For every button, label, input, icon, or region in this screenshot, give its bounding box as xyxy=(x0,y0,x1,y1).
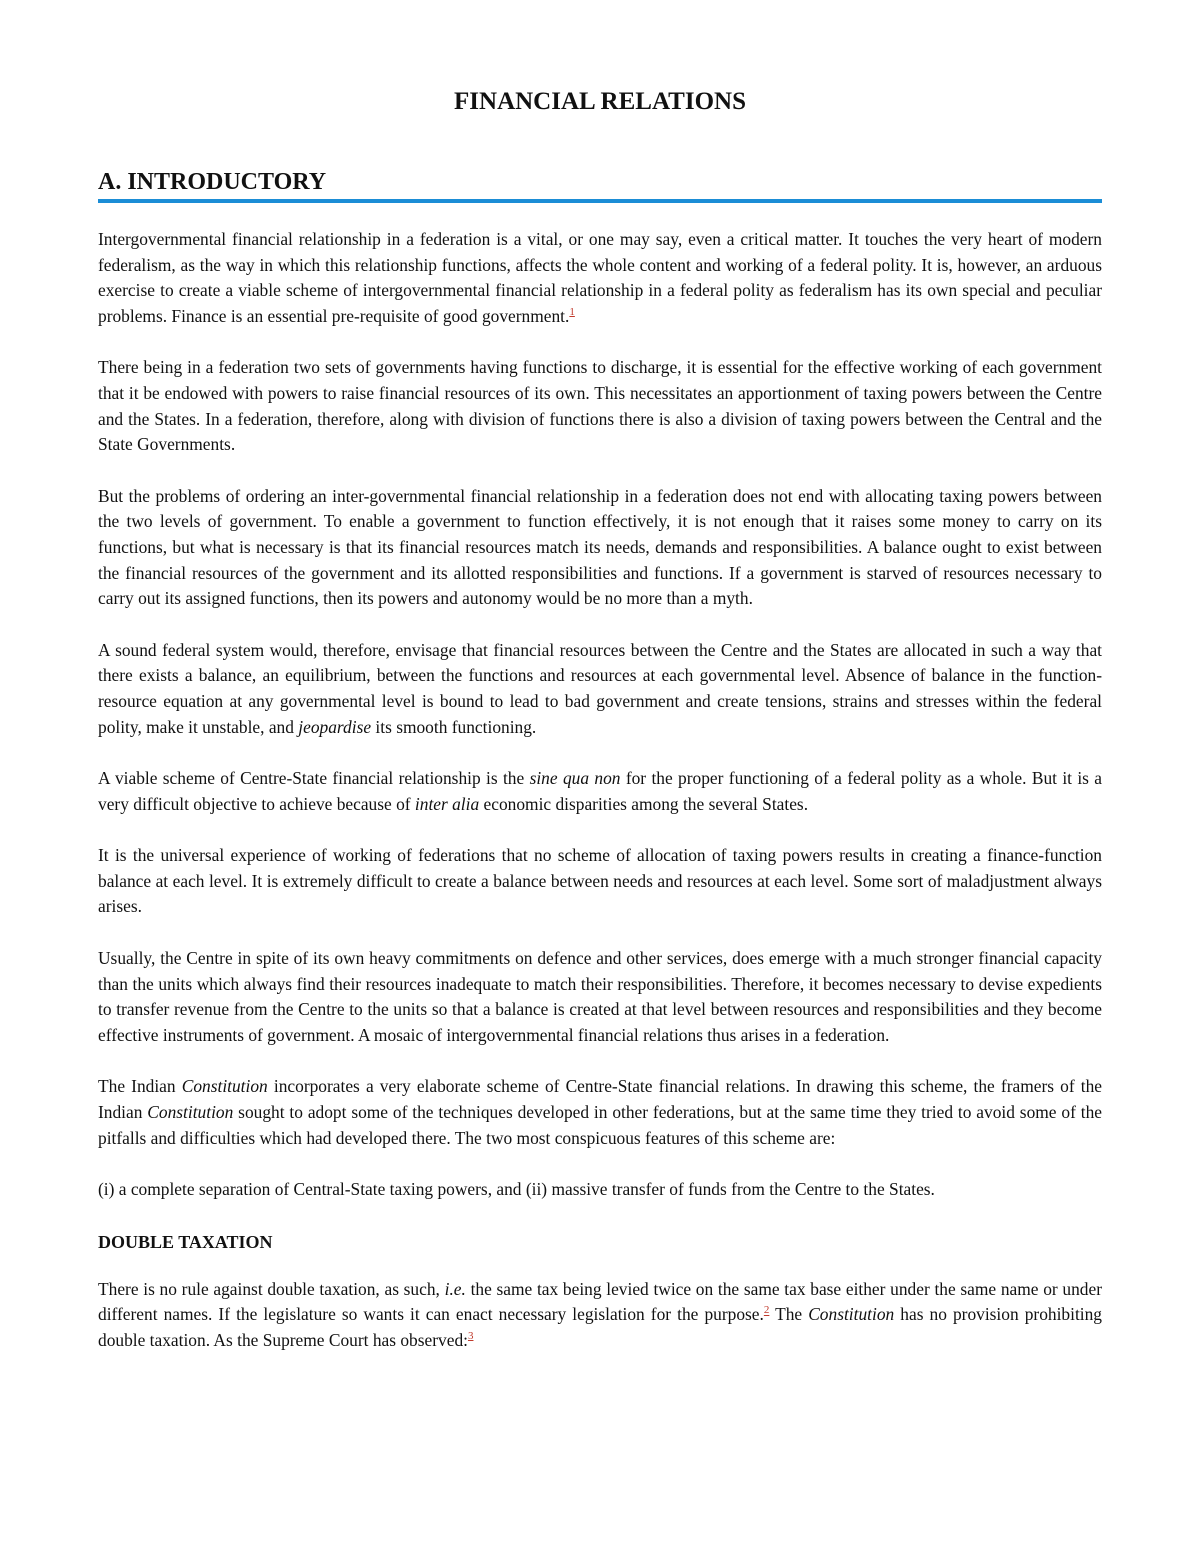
section-heading: A. INTRODUCTORY xyxy=(98,169,327,195)
paragraph-4: A sound federal system would, therefore, envisage that financial resources between the Centre and the States are allocated in such a way that there exists a balance, an equilibrium, between the functions and resources at each governmental level. Absence of balance in the function-resource equation at any governmental level is bound to lead to bad government and create tensions, strains and stresses within the federal polity, make it unstable, and jeopardise its smooth functioning. xyxy=(98,639,1102,737)
footnote-link-3[interactable]: 3 xyxy=(467,1330,474,1343)
paragraph-6: It is the universal experience of working of federations that no scheme of allocation of taxing powers results in creating a finance-function balance at each level. It is extremely difficult to create a balance between needs and resources at each level. Some sort of maladjustment always arises. xyxy=(98,845,1102,917)
italic-term: Constitution xyxy=(808,1304,895,1325)
subsection-heading: DOUBLE TAXATION xyxy=(98,1231,273,1252)
footnote-link-2[interactable]: 2 xyxy=(763,1304,770,1317)
paragraph-7: Usually, the Centre in spite of its own heavy commitments on defence and other services, does emerge with a much stronger financial capacity than the units which always find their resources inadequate to match their responsibilities. Therefore, it becomes necessary to devise expedients to transfer revenue from the Centre to the units so that a balance is created at that level between resources and responsibilities and they become effective instruments of government. A mosaic of intergovernmental financial relations thus arises in a federation. xyxy=(98,948,1102,1045)
page-title: FINANCIAL RELATIONS xyxy=(454,88,746,115)
paragraph-1: Intergovernmental financial relationship in a federation is a vital, or one may say, even a critical matter. It touches the very heart of modern federalism, as the way in which this relationship functions, affects the whole content and working of a federal polity. It is, however, an arduous exercise to create a viable scheme of intergovernmental financial relationship in a federal polity as federalism has its own special and peculiar problems. Finance is an essential pre-requisite of good government.$^1$ xyxy=(98,229,1102,326)
italic-term: jeopardise xyxy=(298,716,372,737)
document-body xyxy=(98,227,1102,1380)
paragraph-2: There being in a federation two sets of governments having functions to discharge, it is essential for the effective working of each government that it be endowed with powers to raise financial resources of its own. This necessitates an apportionment of taxing powers between the Centre and the States. In a federation, therefore, along with division of functions there is also a division of taxing powers between the Central and the State Governments. xyxy=(98,357,1102,455)
paragraph-10: There is no rule against double taxation, as such, i.e. the same tax being levied twice on the same tax base either under the same name or under different names. If the legislature so wants it can enact necessary legislation for the purpose.$^2$ The Constitution has no provision prohibiting double taxation. As the Supreme Court has observed:$^3$ xyxy=(98,1278,1103,1350)
italic-term: Constitution xyxy=(147,1102,234,1123)
paragraph-8: The Indian Constitution incorporates a very elaborate scheme of Centre-State financial relations. In drawing this scheme, the framers of the Indian Constitution sought to adopt some of the techniques developed in other federations, but at the same time they tried to avoid some of the pitfalls and difficulties which had developed there. The two most conspicuous features of this scheme are: xyxy=(98,1076,1102,1148)
paragraph-5: A viable scheme of Centre-State financial relationship is the sine qua non for the proper functioning of a federal polity as a whole. But it is a very difficult objective to achieve because of inter alia economic disparities among the several States. xyxy=(98,768,1103,814)
italic-term: inter alia xyxy=(414,793,480,814)
paragraph-9: (i) a complete separation of Central-State taxing powers, and (ii) massive transfer of funds from the Centre to the States. xyxy=(98,1179,935,1200)
italic-term: sine qua non xyxy=(529,768,621,789)
paragraph-3: But the problems of ordering an inter-governmental financial relationship in a federation does not end with allocating taxing powers between the two levels of government. To enable a government to function effectively, it is not enough that it raises some money to carry on its functions, but what is necessary is that its financial resources match its needs, demands and responsibilities. A balance ought to exist between the financial resources of the government and its allotted responsibilities and functions. If a government is starved of resources necessary to carry out its assigned functions, then its powers and autonomy would be no more than a myth. xyxy=(98,485,1102,609)
footnote-link-1[interactable]: 1 xyxy=(569,305,575,318)
italic-term: Constitution xyxy=(181,1076,268,1097)
italic-term: i.e. xyxy=(444,1278,466,1299)
section-divider xyxy=(98,199,1102,203)
